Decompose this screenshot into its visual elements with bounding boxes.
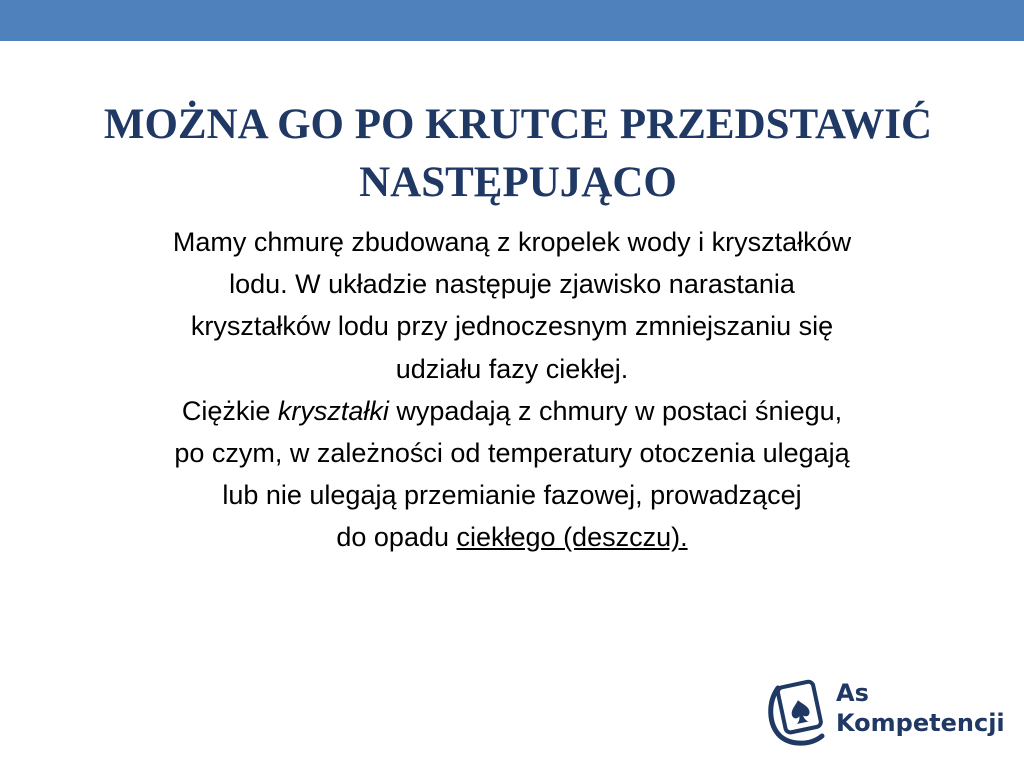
body-text: Ciężkie [181, 395, 278, 426]
logo-line: Kompetencji [836, 709, 1005, 737]
body-line: po czym, w zależności od temperatury otoczenia ulegają [174, 438, 850, 469]
body-line [44, 390, 980, 432]
slide-title [80, 96, 956, 212]
logo-line: As [836, 679, 869, 707]
body-text: wypadają z chmury w postaci śniegu, [388, 395, 843, 426]
italic-text: kryształki [277, 395, 389, 426]
body-line: udziału fazy ciekłej. [395, 353, 629, 384]
title-line: NASTĘPUJĄCO [359, 159, 677, 206]
body-line: kryształków lodu przy jednoczesnym zmniejszaniu się [190, 311, 834, 342]
spade-card-icon [766, 674, 832, 746]
top-accent-bar [0, 0, 1024, 41]
logo-wordmark [836, 678, 1005, 738]
body-line [44, 516, 980, 558]
slide-body [44, 221, 980, 559]
title-line: MOŻNA GO PO KRUTCE PRZEDSTAWIĆ [103, 101, 933, 148]
body-text: do opadu [336, 522, 457, 553]
body-line: lub nie ulegają przemianie fazowej, prowadzącej [222, 480, 802, 511]
underlined-text: ciekłego (deszczu). [456, 522, 688, 553]
body-line: Mamy chmurę zbudowaną z kropelek wody i kryształków [172, 227, 852, 257]
body-line: lodu. W układzie następuje zjawisko narastania [229, 269, 795, 300]
as-kompetencji-logo [766, 674, 1005, 746]
